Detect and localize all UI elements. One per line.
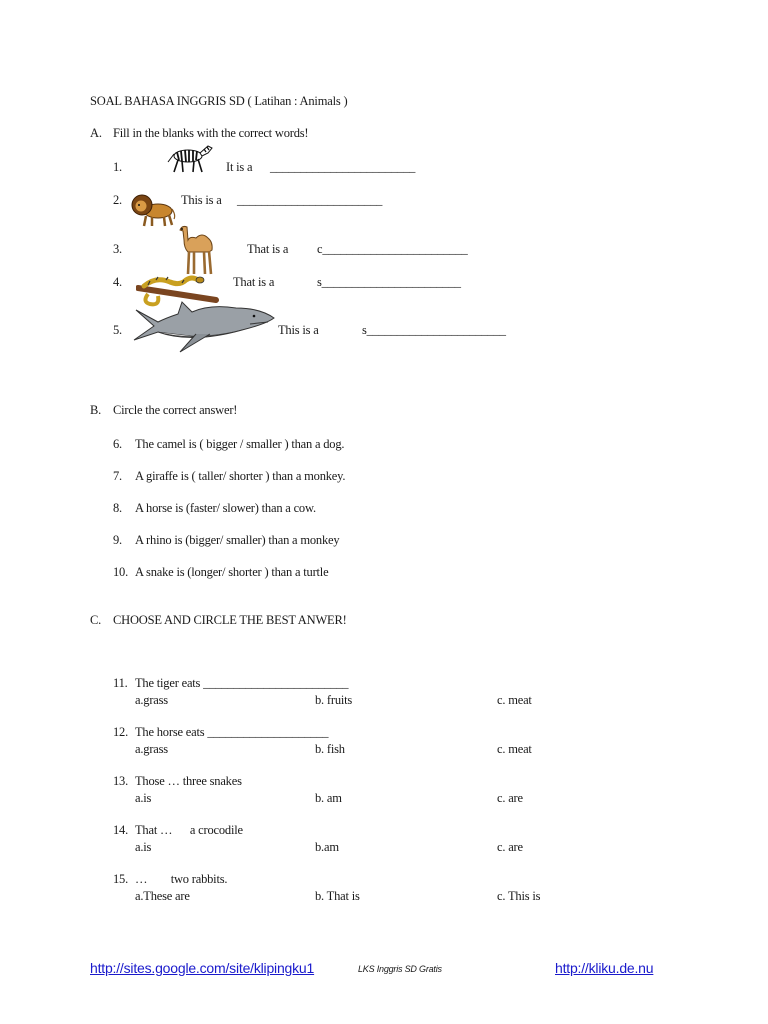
footer-link-left[interactable]: http://sites.google.com/site/klipingku1: [90, 960, 315, 976]
item-number: 1.: [113, 160, 122, 174]
question-text: That … a crocodile: [135, 823, 243, 837]
item-number: 6.: [113, 437, 122, 451]
item-number: 8.: [113, 501, 122, 515]
option-b[interactable]: b.am: [315, 840, 339, 854]
page-title: SOAL BAHASA INGGRIS SD ( Latihan : Animals ): [90, 94, 348, 108]
item-number: 11.: [113, 676, 128, 690]
item-number: 9.: [113, 533, 122, 547]
section-b-marker: B.: [90, 403, 102, 417]
item-number: 10.: [113, 565, 129, 579]
item-number: 14.: [113, 823, 129, 837]
section-c-marker: C.: [90, 613, 102, 627]
option-a[interactable]: a.is: [135, 791, 152, 805]
option-b[interactable]: b. That is: [315, 889, 360, 903]
option-a[interactable]: a.is: [135, 840, 152, 854]
answer-blank[interactable]: ________________________: [237, 193, 383, 207]
item-number: 4.: [113, 275, 122, 289]
option-c[interactable]: c. This is: [497, 889, 541, 903]
shark-picture: [132, 300, 276, 354]
question-text: Those … three snakes: [135, 774, 242, 788]
zebra-picture: [164, 142, 216, 174]
question-text: The horse eats ____________________: [135, 725, 329, 739]
question-text: A snake is (longer/ shorter ) than a turtle: [135, 565, 329, 579]
section-c-heading: CHOOSE AND CIRCLE THE BEST ANWER!: [113, 613, 347, 627]
answer-blank[interactable]: s_______________________: [317, 275, 461, 289]
item-text: That is a: [247, 242, 289, 256]
question-text: The camel is ( bigger / smaller ) than a dog.: [135, 437, 345, 451]
option-a[interactable]: a.These are: [135, 889, 190, 903]
answer-blank[interactable]: c________________________: [317, 242, 468, 256]
question-text: A giraffe is ( taller/ shorter ) than a monkey.: [135, 469, 346, 483]
question-text: A rhino is (bigger/ smaller) than a monkey: [135, 533, 340, 547]
option-c[interactable]: c. meat: [497, 693, 532, 707]
section-a-heading: Fill in the blanks with the correct words!: [113, 126, 309, 140]
item-number: 12.: [113, 725, 129, 739]
camel-picture: [176, 222, 218, 276]
item-text: This is a: [278, 323, 319, 337]
option-c[interactable]: c. are: [497, 791, 523, 805]
answer-blank[interactable]: s_______________________: [362, 323, 506, 337]
option-a[interactable]: a.grass: [135, 693, 168, 707]
footer-link-right[interactable]: http://kliku.de.nu: [555, 960, 654, 976]
option-b[interactable]: b. fruits: [315, 693, 353, 707]
item-text: It is a: [226, 160, 253, 174]
option-b[interactable]: b. fish: [315, 742, 345, 756]
question-text: … two rabbits.: [135, 872, 228, 886]
lion-picture: [130, 191, 176, 229]
option-c[interactable]: c. are: [497, 840, 523, 854]
question-text: A horse is (faster/ slower) than a cow.: [135, 501, 316, 515]
section-b-heading: Circle the correct answer!: [113, 403, 238, 417]
answer-blank[interactable]: ________________________: [270, 160, 416, 174]
item-number: 13.: [113, 774, 129, 788]
question-text: The tiger eats ________________________: [135, 676, 349, 690]
option-a[interactable]: a.grass: [135, 742, 168, 756]
item-text: This is a: [181, 193, 222, 207]
item-number: 5.: [113, 323, 122, 337]
item-number: 15.: [113, 872, 129, 886]
footer-caption: LKS Inggris SD Gratis: [358, 964, 442, 974]
item-number: 3.: [113, 242, 122, 256]
section-a-marker: A.: [90, 126, 102, 140]
item-number: 7.: [113, 469, 122, 483]
item-text: That is a: [233, 275, 275, 289]
option-c[interactable]: c. meat: [497, 742, 532, 756]
option-b[interactable]: b. am: [315, 791, 342, 805]
item-number: 2.: [113, 193, 122, 207]
